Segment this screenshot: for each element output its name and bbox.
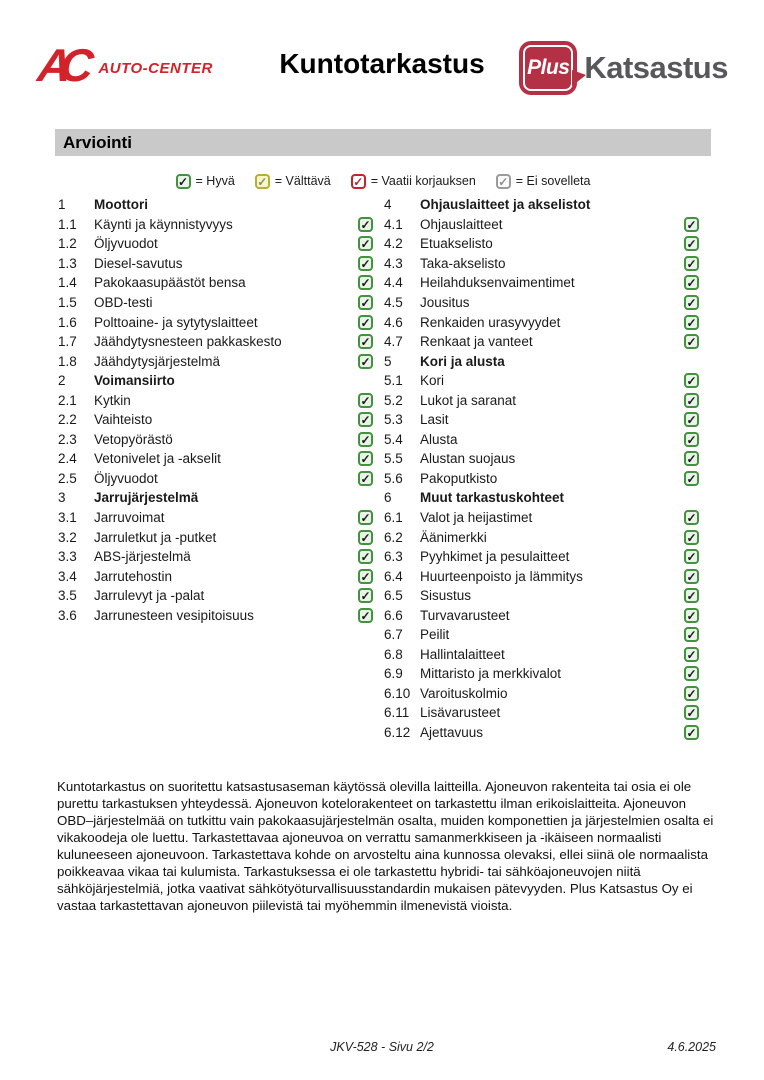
status-checkbox-good [358,471,373,486]
status-checkbox-good [684,725,699,740]
checklist-section-heading [384,195,699,215]
item-label: Varoituskolmio [420,685,508,701]
item-label: Sisustus [420,588,472,604]
item-label: Vaihteisto [94,412,153,428]
checklist-row [58,410,373,430]
checklist-row [384,566,699,586]
checklist-row [58,351,373,371]
status-checkbox-good [684,236,699,251]
disclaimer-text: Kuntotarkastus on suoritettu katsastusaseman käytössä olevilla laitteilla. Ajoneuvon rakenteita tai osia ei ole purettu tarkastuksen yhteydessä. Ajoneuvon kotelorakenteet on tarkastettu ilman erikoislaitteita. Ajoneuvon OBD–järjestelmää on tutkittu vain pakokaasujärjestelmän osalta, muiden komponettien ja järjestelmien osalta ei vikakoodeja ole luettu. Tarkastettavaa ajoneuvoa on verrattu samanmerkkiseen ja -ikäiseen normaalisti kuluneeseen ajoneuvoon. Tarkastettava kohde on arvosteltu aina kunnossa olevaksi, ellei siinä ole normaalista poikkeavaa vikaa tai kulumista. Tarkastuksessa ei ole tarkastettu hybridi- tai sähköajoneuvojen niitä sähköjärjestelmiä, jotka vaativat sähkötyöturvallisuusstandardin mukaisen pätevyyden. Plus Katsastus Oy ei vastaa tarkastettavan ajoneuvon piilevistä tai myöhemmin ilmenevistä vioista. [57,779,714,913]
checklist-row [58,547,373,567]
plus-badge-text: Plus [527,56,570,79]
section-title-arviointi: Arviointi [55,129,711,156]
item-number: 1.5 [58,295,77,310]
status-checkbox-good [358,236,373,251]
status-checkbox-good [684,530,699,545]
item-number: 5.6 [384,470,403,486]
checklist-row [58,254,373,274]
legend-label: = Hyvä [195,174,235,188]
item-label: Äänimerkki [420,529,487,545]
item-label: Vetonivelet ja -akselit [94,451,221,467]
status-checkbox-good [358,432,373,447]
rating-legend [55,170,711,192]
legend-label: = Välttävä [274,174,331,188]
checklist-row [384,332,699,352]
item-label: Jarruvoimat [94,510,165,526]
status-checkbox-good [684,315,699,330]
checklist-row [58,508,373,528]
item-label: Turvavarusteet [420,607,510,623]
checklist-row [58,332,373,352]
status-checkbox-good [358,393,373,408]
item-number: 1.8 [58,353,77,369]
status-checkbox-good [684,608,699,623]
item-number: 6.10 [384,685,411,701]
status-checkbox-good [684,510,699,525]
item-label: Peilit [420,627,450,643]
status-checkbox-good [358,510,373,525]
checkbox-na-icon [496,174,511,189]
status-checkbox-good [684,705,699,720]
status-checkbox-good [684,275,699,290]
checkbox-repair-icon [351,174,366,189]
checklist-row [384,312,699,332]
item-label: Renkaiden urasyvyydet [420,314,561,330]
item-label: Käynti ja käynnistyvyys [94,216,233,232]
status-checkbox-good [358,569,373,584]
checklist-row [384,371,699,391]
checklist-row [384,390,699,410]
item-label: Vetopyörästö [94,431,173,447]
checklist-row [384,684,699,704]
item-label: Jarruletkut ja -putket [94,529,217,545]
item-number: 4.3 [384,255,403,271]
checklist-section-heading [58,195,373,215]
item-number: 5.4 [384,431,403,447]
status-checkbox-good [684,471,699,486]
status-checkbox-good [358,315,373,330]
item-label: Öljyvuodot [94,236,158,252]
item-number: 4.6 [384,314,403,330]
checklist-row [58,469,373,489]
checklist-row [384,527,699,547]
item-label: Jäähdytysjärjestelmä [94,353,221,369]
item-number: 1.1 [58,216,77,232]
checklist-row [58,312,373,332]
item-number: 2.1 [58,392,77,408]
item-number: 4.2 [384,236,403,252]
checklist-row [58,449,373,469]
item-label: Ohjauslaitteet ja akselistot [420,197,591,213]
status-checkbox-good [684,334,699,349]
item-number: 4.7 [384,334,403,350]
item-number: 6 [384,490,392,506]
item-number: 2.2 [58,412,77,428]
item-label: Hallintalaitteet [420,646,505,662]
footer-date: 4.6.2025 [667,1040,716,1054]
checklist-row [384,547,699,567]
status-checkbox-good [358,256,373,271]
status-checkbox-good [358,588,373,603]
item-number: 5.3 [384,412,403,428]
status-checkbox-good [684,686,699,701]
checklist-row [384,605,699,625]
item-number: 5.1 [384,373,403,389]
item-label: Mittaristo ja merkkivalot [420,666,562,682]
item-number: 3.6 [58,607,77,623]
item-number: 4.5 [384,295,403,310]
item-number: 5.5 [384,451,403,467]
item-label: Jarrutehostin [94,568,173,584]
page-footer [0,1040,764,1060]
checkbox-fair-icon [255,174,270,189]
checklist-row [384,215,699,235]
item-number: 3.4 [58,568,77,584]
item-label: Jarrujärjestelmä [94,490,199,506]
item-number: 1.3 [58,255,77,271]
status-checkbox-good [684,393,699,408]
checklist-row [384,254,699,274]
item-number: 6.4 [384,568,403,584]
page-title: Kuntotarkastus [279,48,485,79]
status-checkbox-good [684,295,699,310]
status-checkbox-good [358,217,373,232]
item-label: Lukot ja saranat [420,392,517,408]
footer-page-indicator: JKV-528 - Sivu 2/2 [330,1040,434,1054]
plus-katsastus-logo [519,38,728,98]
item-number: 6.2 [384,529,403,545]
status-checkbox-good [684,549,699,564]
checklist-row [384,234,699,254]
item-number: 4.1 [384,216,403,232]
item-label: Ajettavuus [420,725,484,741]
checklist-row [384,703,699,723]
checklist-row [384,723,699,743]
item-number: 2 [58,373,66,389]
item-label: Pakoputkisto [420,470,498,486]
checklist-row [384,449,699,469]
status-checkbox-good [684,217,699,232]
item-label: Lasit [420,412,449,428]
plus-badge-inner-frame [523,45,573,91]
item-label: Voimansiirto [94,373,175,389]
item-label: Taka-akselisto [420,255,506,271]
checklist-row [58,527,373,547]
status-checkbox-good [684,432,699,447]
item-number: 2.5 [58,470,77,486]
item-number: 3.2 [58,529,77,545]
status-checkbox-good [684,647,699,662]
status-checkbox-good [358,608,373,623]
item-number: 1 [58,197,66,213]
item-number: 4 [384,197,392,213]
checklist-row [384,430,699,450]
item-number: 3.1 [58,510,77,526]
plus-badge-tail-icon [572,70,586,86]
item-number: 2.3 [58,431,77,447]
item-label: Pyyhkimet ja pesulaitteet [420,549,570,565]
status-checkbox-good [684,588,699,603]
status-checkbox-good [358,354,373,369]
item-label: Kytkin [94,392,131,408]
item-label: Moottori [94,197,148,213]
item-label: Pakokaasupäästöt bensa [94,275,246,291]
item-number: 6.8 [384,646,403,662]
item-label: Polttoaine- ja sytytyslaitteet [94,314,258,330]
legend-item-na [496,174,591,189]
checklist-row [58,234,373,254]
item-number: 6.6 [384,607,403,623]
checklist-row [58,586,373,606]
status-checkbox-good [358,530,373,545]
status-checkbox-good [684,569,699,584]
item-label: Jarrulevyt ja -palat [94,588,205,604]
item-label: Lisävarusteet [420,705,501,721]
status-checkbox-good [684,451,699,466]
item-label: Jarrunesteen vesipitoisuus [94,607,254,623]
legend-item-repair [351,174,476,189]
status-checkbox-good [358,334,373,349]
checklist-section-heading [58,371,373,391]
status-checkbox-good [684,627,699,642]
checklist-row [384,586,699,606]
status-checkbox-good [684,256,699,271]
item-number: 6.5 [384,588,403,604]
status-checkbox-good [684,412,699,427]
checklist-row [384,469,699,489]
auto-center-monogram-icon: AC [35,39,86,91]
status-checkbox-good [358,275,373,290]
item-number: 6.12 [384,725,411,741]
item-number: 6.1 [384,510,403,526]
item-label: Jäähdytysnesteen pakkaskesto [94,334,282,350]
item-label: Muut tarkastuskohteet [420,490,565,506]
checklist-row [384,508,699,528]
checkbox-good-icon [176,174,191,189]
item-label: Heilahduksenvaimentimet [420,275,575,291]
item-number: 6.9 [384,666,403,682]
checklist-row [58,566,373,586]
status-checkbox-good [358,412,373,427]
item-label: Kori ja alusta [420,353,505,369]
item-label: OBD-testi [94,295,153,310]
checklist-row [58,605,373,625]
status-checkbox-good [358,451,373,466]
item-label: Alustan suojaus [420,451,516,467]
status-checkbox-good [684,373,699,388]
checklist-right-column [384,195,699,742]
item-number: 1.6 [58,314,77,330]
checklist-left-column [58,195,373,625]
checklist-row [384,273,699,293]
item-label: Ohjauslaitteet [420,216,503,232]
item-number: 3.3 [58,549,77,565]
legend-label: = Vaatii korjauksen [370,174,476,188]
checklist-row [384,293,699,313]
item-number: 3.5 [58,588,77,604]
item-label: Diesel-savutus [94,255,183,271]
status-checkbox-good [358,549,373,564]
checklist-row [384,625,699,645]
item-label: Jousitus [420,295,470,310]
item-number: 2.4 [58,451,77,467]
item-number: 6.3 [384,549,403,565]
auto-center-logo-text: AUTO-CENTER [98,59,213,77]
item-label: Öljyvuodot [94,470,158,486]
checklist-row [384,645,699,665]
item-number: 5 [384,353,392,369]
document-header [0,38,764,110]
checklist-section-heading [384,351,699,371]
status-checkbox-good [684,666,699,681]
item-label: Huurteenpoisto ja lämmitys [420,568,583,584]
item-number: 6.11 [384,705,410,721]
item-number: 1.4 [58,275,77,291]
checklist-row [58,293,373,313]
item-number: 1.7 [58,334,77,350]
item-number: 6.7 [384,627,403,643]
legend-item-fair [255,174,331,189]
checklist-row [58,215,373,235]
legend-item-good [176,174,235,189]
checklist-row [58,430,373,450]
status-checkbox-good [358,295,373,310]
checklist-section-heading [384,488,699,508]
checklist-row [58,273,373,293]
item-number: 4.4 [384,275,403,291]
item-label: Kori [420,373,445,389]
item-label: Alusta [420,431,458,447]
item-label: Renkaat ja vanteet [420,334,533,350]
checklist-row [58,390,373,410]
item-number: 5.2 [384,392,403,408]
checklist-row [384,664,699,684]
item-label: Etuakselisto [420,236,493,252]
item-label: Valot ja heijastimet [420,510,533,526]
item-number: 3 [58,490,66,506]
legend-label: = Ei sovelleta [515,174,591,188]
plus-badge-icon [519,41,577,95]
checklist-section-heading [58,488,373,508]
katsastus-logo-text: Katsastus [584,50,728,85]
item-label: ABS-järjestelmä [94,549,191,565]
item-number: 1.2 [58,236,77,252]
checklist-row [384,410,699,430]
